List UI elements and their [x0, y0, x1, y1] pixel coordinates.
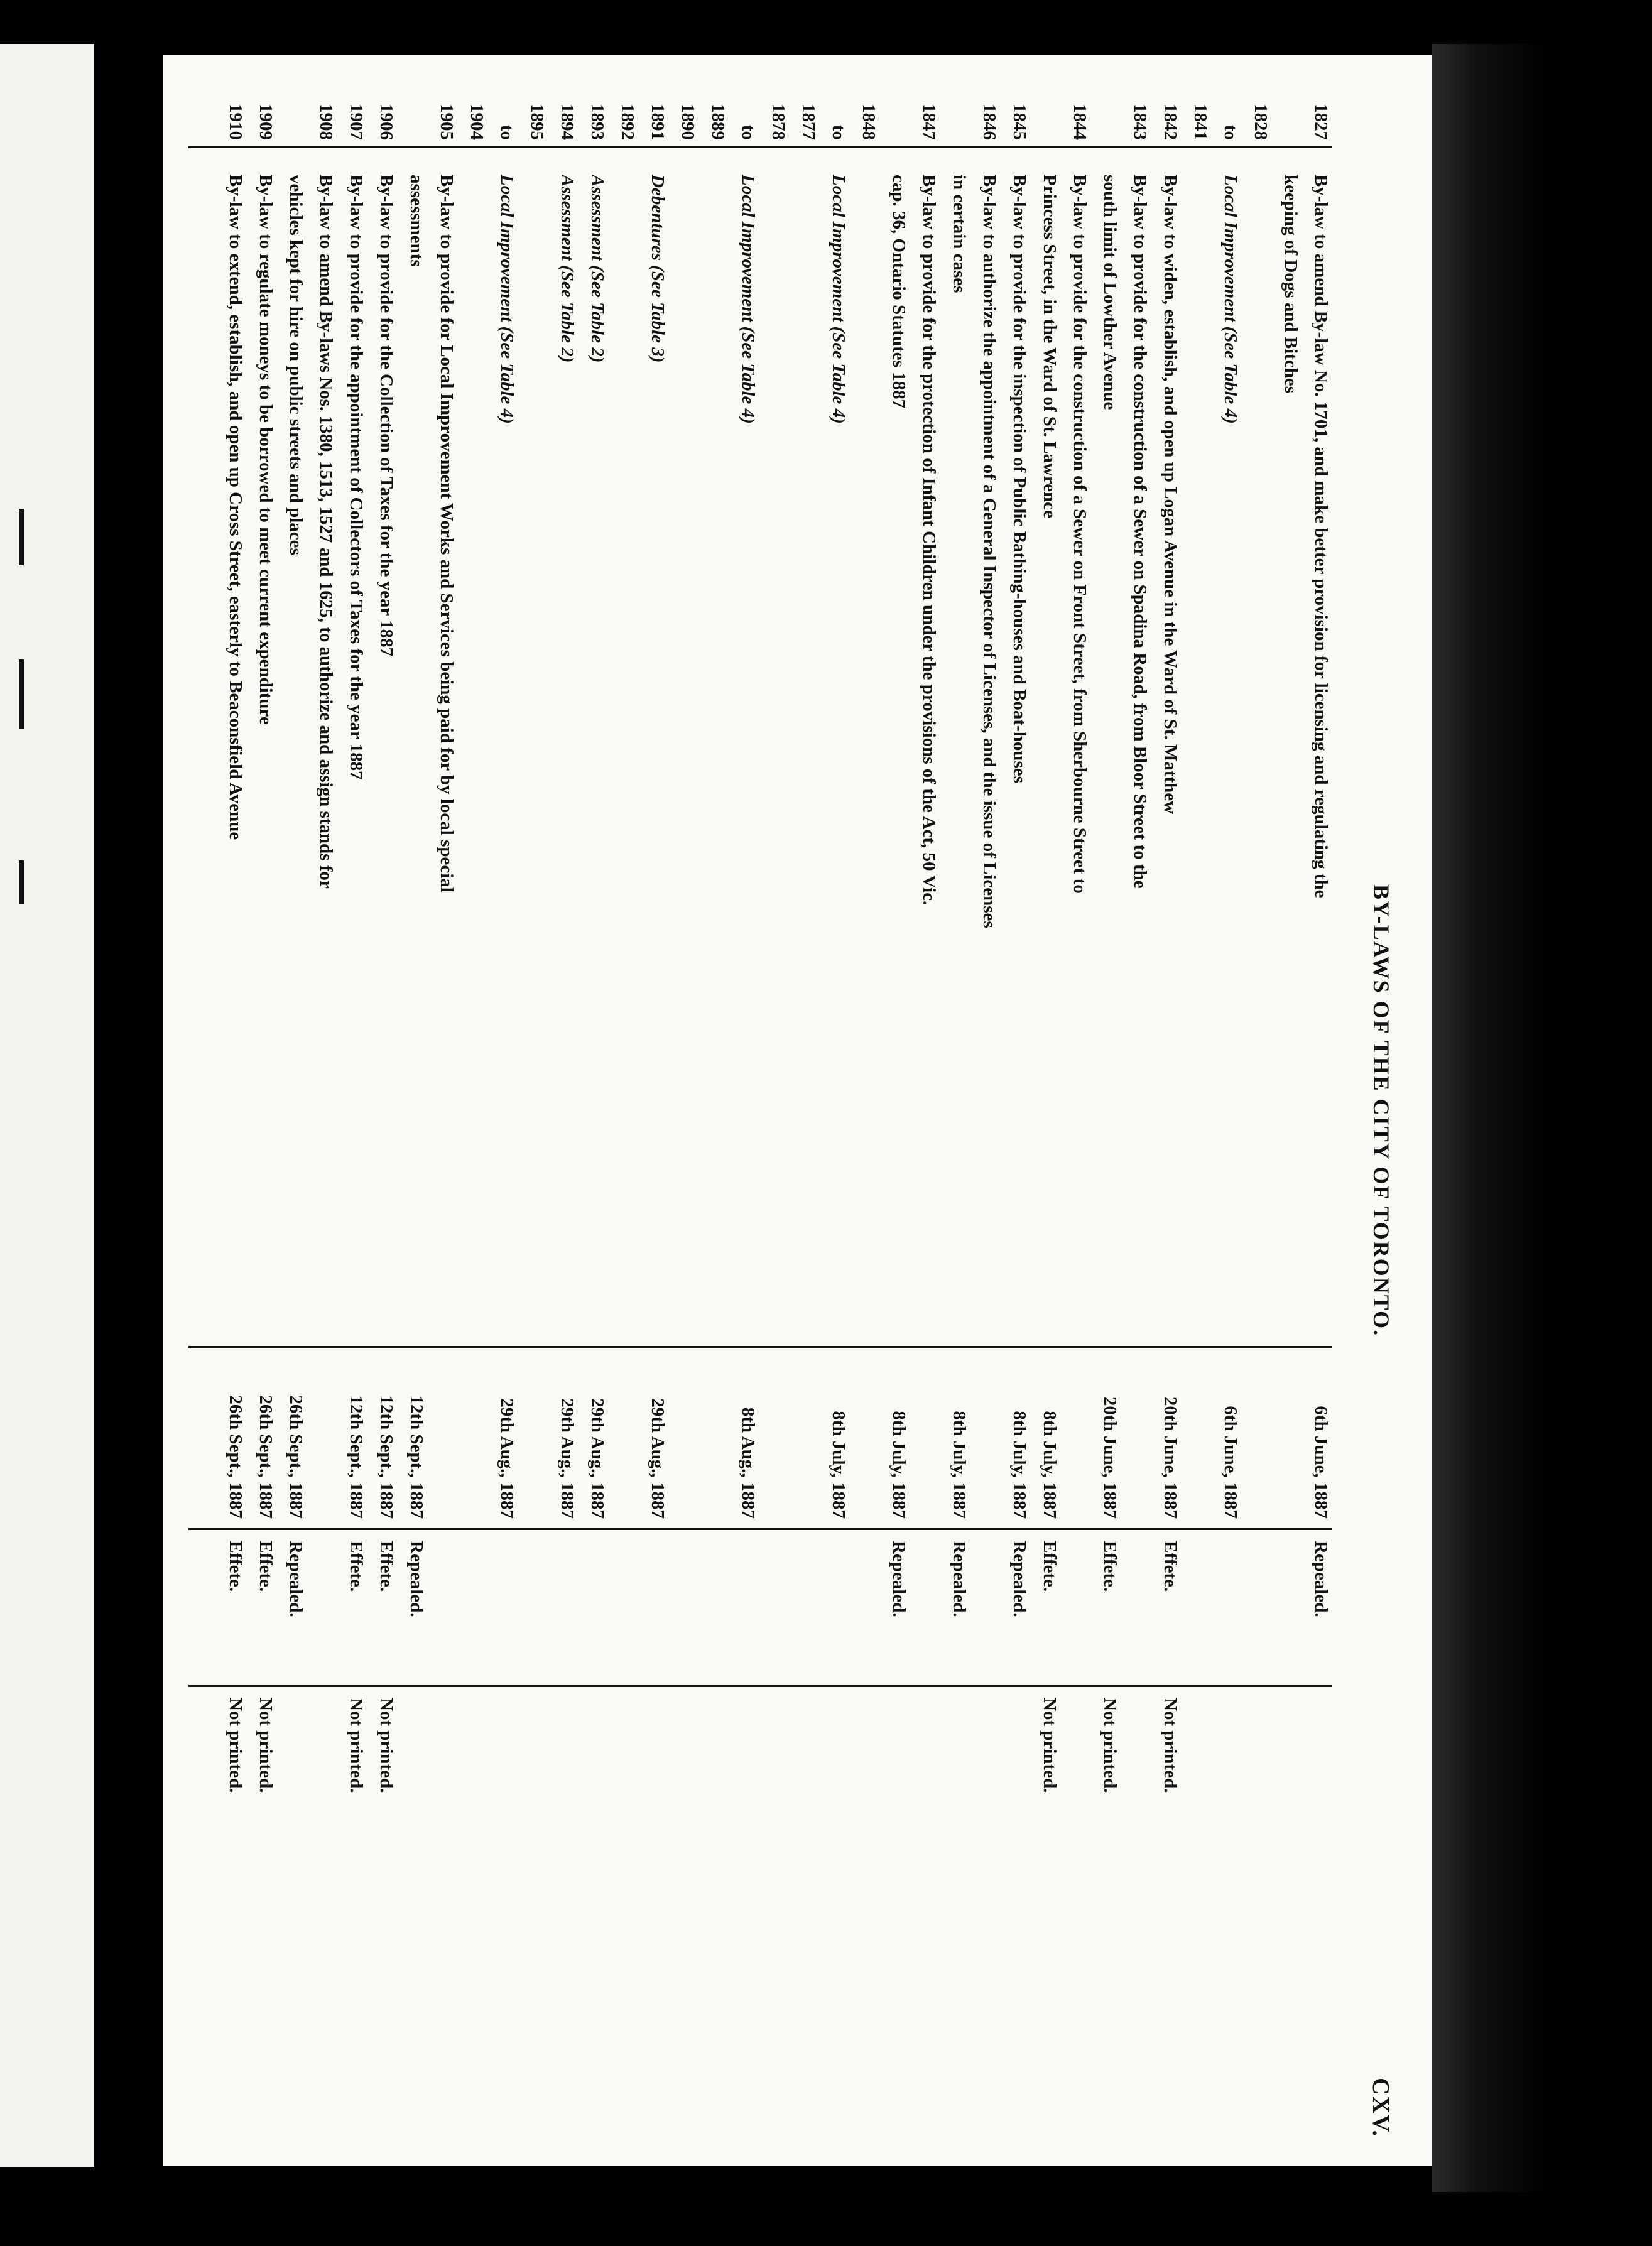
table-row	[406, 65, 427, 2156]
bylaw-number: 1909	[256, 104, 276, 140]
bylaw-description: Local Improvement (See Table 4)	[497, 175, 517, 424]
table-row	[526, 65, 548, 2156]
bylaw-description: By-law to amend By-laws Nos. 1380, 1513, 1527 and 1625, to authorize and assign stands for	[316, 175, 336, 889]
bylaw-number: 1889	[708, 104, 728, 140]
bylaw-description: vehicles kept for hire on public streets and places	[286, 175, 306, 555]
bylaw-number: to	[497, 124, 517, 140]
bylaw-description: assessments	[406, 175, 427, 267]
bylaw-remark: Not printed.	[226, 1698, 246, 1793]
bylaw-description: By-law to amend By-law No. 1701, and make better provision for licensing and regulating the	[1311, 175, 1331, 898]
facing-page-mark	[19, 659, 24, 729]
bylaw-number: 1908	[316, 104, 336, 140]
bylaw-description: Local Improvement (See Table 4)	[1220, 175, 1241, 424]
bylaw-description: Local Improvement (See Table 4)	[738, 175, 758, 424]
table-row	[1160, 65, 1181, 2156]
bylaw-number: 1845	[1009, 104, 1030, 140]
bylaw-date: 29th Aug., 1887	[497, 1398, 517, 1519]
bylaw-number: 1894	[557, 104, 577, 140]
table-row	[647, 65, 668, 2156]
bylaw-number: 1910	[226, 104, 246, 140]
bylaw-remark: Not printed.	[256, 1698, 276, 1793]
rotated-content	[170, 65, 1413, 2156]
table-row	[376, 65, 397, 2156]
bylaw-remark: Not printed.	[1100, 1698, 1120, 1793]
bylaw-description: By-law to provide for the appointment of Collectors of Taxes for the year 1887	[346, 175, 366, 780]
table-row	[1039, 65, 1060, 2156]
bylaw-description: By-law to provide for the protection of Infant Children under the provisions of the Act, 50 Vic.	[919, 175, 939, 906]
bylaw-date: 26th Sept., 1887	[226, 1395, 246, 1519]
table-row	[225, 65, 246, 2156]
table-row	[1009, 65, 1030, 2156]
bylaw-description: cap. 36, Ontario Statutes 1887	[889, 175, 909, 409]
bylaw-status: Effete.	[226, 1541, 246, 1592]
bylaw-status: Effete.	[1100, 1541, 1120, 1592]
bylaw-description: By-law to provide for Local Improvement Works and Services being paid for by local special	[437, 175, 457, 892]
running-title: BY-LAWS OF THE CITY OF TORONTO.	[1369, 884, 1394, 1337]
bylaw-date: 12th Sept., 1887	[406, 1395, 427, 1519]
table-row	[496, 65, 518, 2156]
bylaw-status: Effete.	[376, 1541, 396, 1592]
bylaw-remark: Not printed.	[1040, 1698, 1060, 1793]
bylaw-number: 1905	[437, 104, 457, 140]
table-row	[888, 65, 910, 2156]
bylaw-date: 20th June, 1887	[1160, 1396, 1180, 1519]
bylaw-description: By-law to regulate moneys to be borrowed to meet current expenditure	[256, 175, 276, 725]
table-row	[557, 65, 578, 2156]
table-row	[979, 65, 1000, 2156]
table-row	[436, 65, 457, 2156]
table-row	[617, 65, 638, 2156]
bylaw-number: 1890	[678, 104, 698, 140]
bylaw-number: 1846	[979, 104, 999, 140]
table-row	[918, 65, 940, 2156]
bylaw-number: 1827	[1311, 104, 1331, 140]
bylaw-date: 8th July, 1887	[889, 1411, 909, 1519]
bylaw-number: 1847	[919, 104, 939, 140]
bylaw-description: By-law to authorize the appointment of a General Inspector of Licenses, and the issue of Licenses	[979, 175, 999, 928]
table-row	[707, 65, 729, 2156]
bylaw-description: Assessment (See Table 2)	[587, 175, 607, 363]
table-row	[466, 65, 487, 2156]
bylaw-number: 1904	[467, 104, 487, 140]
bylaw-status: Effete.	[346, 1541, 366, 1592]
bylaw-status: Effete.	[256, 1541, 276, 1592]
bylaw-number: 1895	[527, 104, 547, 140]
bylaw-status: Repealed.	[889, 1541, 909, 1617]
bylaw-status: Effete.	[1160, 1541, 1180, 1592]
bylaw-date: 26th Sept., 1887	[256, 1395, 276, 1519]
table-row	[1099, 65, 1121, 2156]
facing-page-edge	[0, 44, 94, 2167]
bylaw-date: 6th June, 1887	[1220, 1406, 1241, 1519]
bylaw-description: keeping of Dogs and Bitches	[1281, 175, 1301, 394]
bylaw-remark: Not printed.	[1160, 1698, 1180, 1793]
bylaw-date: 26th Sept., 1887	[286, 1395, 306, 1519]
table-row	[737, 65, 759, 2156]
bylaw-number: 1844	[1070, 104, 1090, 140]
bylaw-date: 8th July, 1887	[829, 1411, 849, 1519]
bylaw-number: 1892	[617, 104, 638, 140]
page-header	[1344, 65, 1413, 2156]
table-row	[285, 65, 307, 2156]
bylaw-number: 1828	[1251, 104, 1271, 140]
bylaw-date: 29th Aug., 1887	[648, 1398, 668, 1519]
table-row	[948, 65, 970, 2156]
table-row	[1220, 65, 1241, 2156]
bylaw-number: 1842	[1160, 104, 1180, 140]
bylaw-description: Debentures (See Table 3)	[648, 175, 668, 363]
table-row	[828, 65, 849, 2156]
document-page	[163, 55, 1432, 2166]
table-row	[1190, 65, 1211, 2156]
bylaw-number: 1841	[1190, 104, 1210, 140]
bylaw-date: 8th July, 1887	[1040, 1411, 1060, 1519]
bylaw-description: By-law to provide for the Collection of Taxes for the year 1887	[376, 175, 396, 657]
table-row	[1069, 65, 1090, 2156]
table-row	[587, 65, 608, 2156]
bylaw-status: Repealed.	[1311, 1541, 1331, 1617]
bylaw-date: 29th Aug., 1887	[557, 1398, 577, 1519]
bylaw-description: south limit of Lowther Avenue	[1100, 175, 1120, 410]
bylaw-status: Repealed.	[949, 1541, 969, 1617]
bylaw-number: 1878	[768, 104, 788, 140]
bylaw-description: By-law to provide for the inspection of Public Bathing-houses and Boat-houses	[1009, 175, 1030, 783]
bylaw-number: to	[829, 124, 849, 140]
bylaw-description: By-law to extend, establish, and open up Cross Street, easterly to Beaconsfield Avenue	[226, 175, 246, 840]
bylaw-description: By-law to provide for the construction of a Sewer on Front Street, from Sherbourne Street to	[1070, 175, 1090, 894]
binding-shadow	[1432, 44, 1545, 2192]
bylaw-date: 12th Sept., 1887	[346, 1395, 366, 1519]
bylaw-description: in certain cases	[949, 175, 969, 293]
table-row	[677, 65, 698, 2156]
bylaw-status: Repealed.	[406, 1541, 427, 1617]
bylaw-description: Princess Street, in the Ward of St. Lawrence	[1040, 175, 1060, 518]
bylaw-number: 1843	[1130, 104, 1150, 140]
bylaw-number: 1877	[798, 104, 818, 140]
page-number: CXV.	[1367, 2078, 1394, 2137]
table-row	[1280, 65, 1301, 2156]
bylaw-date: 8th July, 1887	[949, 1411, 969, 1519]
bylaw-number: 1893	[587, 104, 607, 140]
table-row	[768, 65, 789, 2156]
bylaw-remark: Not printed.	[376, 1698, 396, 1793]
bylaw-description: By-law to provide for the construction of a Sewer on Spadina Road, from Bloor Street to the	[1130, 175, 1150, 889]
bylaw-number: to	[1220, 124, 1241, 140]
bylaw-description: Assessment (See Table 2)	[557, 175, 577, 363]
bylaw-number: 1891	[648, 104, 668, 140]
table-row	[315, 65, 337, 2156]
table-row	[1129, 65, 1151, 2156]
bylaw-date: 20th June, 1887	[1100, 1396, 1120, 1519]
bylaw-remark: Not printed.	[346, 1698, 366, 1793]
bylaw-number: 1906	[376, 104, 396, 140]
bylaw-date: 8th Aug., 1887	[738, 1407, 758, 1519]
facing-page-mark	[19, 509, 24, 565]
bylaw-table	[188, 65, 1332, 2156]
bylaw-number: 1907	[346, 104, 366, 140]
bylaw-description: By-law to widen, establish, and open up Logan Avenue in the Ward of St. Matthew	[1160, 175, 1180, 815]
bylaw-status: Repealed.	[1009, 1541, 1030, 1617]
table-row	[858, 65, 879, 2156]
facing-page-mark	[19, 860, 24, 904]
table-row	[1250, 65, 1271, 2156]
bylaw-date: 29th Aug., 1887	[587, 1398, 607, 1519]
bylaw-status: Effete.	[1040, 1541, 1060, 1592]
table-row	[798, 65, 819, 2156]
bylaw-date: 6th June, 1887	[1311, 1406, 1331, 1519]
bylaw-number: to	[738, 124, 758, 140]
bylaw-description: Local Improvement (See Table 4)	[829, 175, 849, 424]
bylaw-date: 12th Sept., 1887	[376, 1395, 396, 1519]
bylaw-status: Repealed.	[286, 1541, 306, 1617]
table-row	[1310, 65, 1332, 2156]
bylaw-number: 1848	[859, 104, 879, 140]
table-row	[255, 65, 276, 2156]
bylaw-date: 8th July, 1887	[1009, 1411, 1030, 1519]
table-row	[345, 65, 367, 2156]
